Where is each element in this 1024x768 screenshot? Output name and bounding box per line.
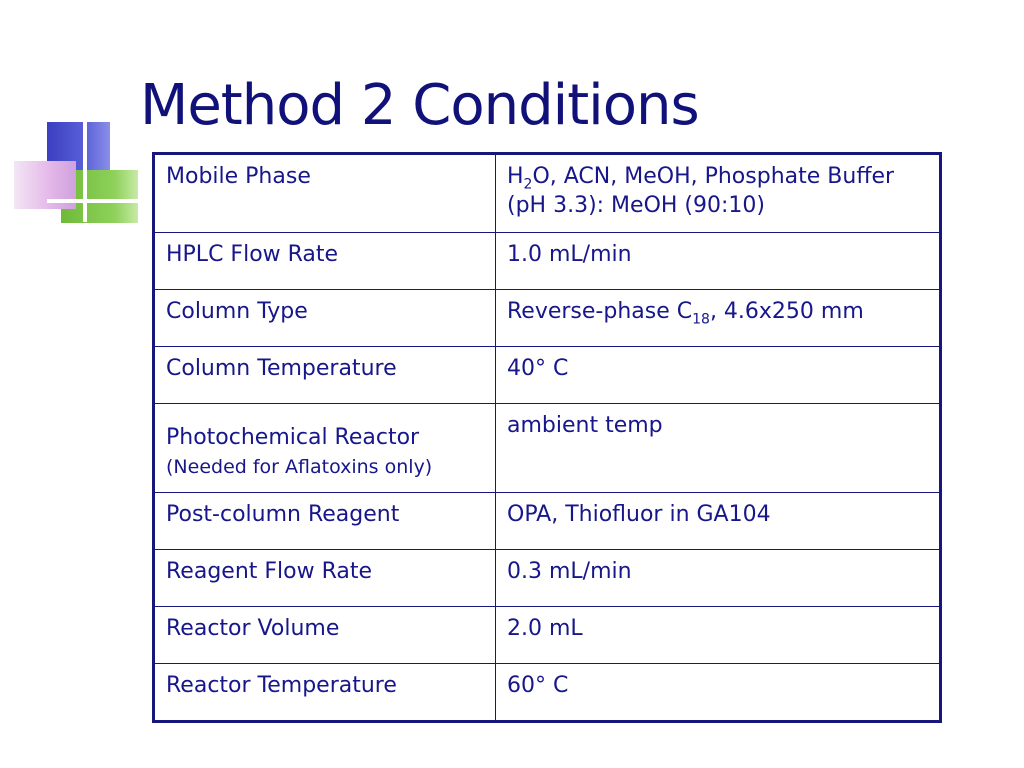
- condition-label: Reactor Temperature: [154, 664, 496, 722]
- condition-label: Column Type: [154, 290, 496, 347]
- white-horizontal-divider: [47, 199, 138, 203]
- condition-label-cell: [154, 404, 496, 493]
- condition-value: OPA, Thiofluor in GA104: [496, 493, 941, 550]
- condition-label: Column Temperature: [154, 347, 496, 404]
- condition-label: Mobile Phase: [154, 154, 496, 233]
- condition-note: (Needed for Aflatoxins only): [166, 455, 433, 478]
- condition-value: 40° C: [496, 347, 941, 404]
- value-text: O, ACN, MeOH, Phosphate Buffer (pH 3.3): MeOH (90:10): [507, 164, 895, 218]
- condition-label: Post-column Reagent: [154, 493, 496, 550]
- table-row: [154, 347, 941, 404]
- table-row: [154, 290, 941, 347]
- table-row: [154, 233, 941, 290]
- table-row: [154, 493, 941, 550]
- subscript: 18: [692, 311, 710, 328]
- value-text: Reverse-phase C: [507, 299, 693, 324]
- value-text: H: [507, 164, 524, 189]
- table-row: [154, 550, 941, 607]
- condition-label: Reactor Volume: [154, 607, 496, 664]
- conditions-table: [152, 152, 942, 723]
- condition-value: [496, 154, 941, 233]
- condition-label: Reagent Flow Rate: [154, 550, 496, 607]
- condition-label: Photochemical Reactor: [166, 425, 420, 450]
- condition-value: 2.0 mL: [496, 607, 941, 664]
- condition-value: [496, 290, 941, 347]
- condition-value: ambient temp: [496, 404, 941, 493]
- value-text: , 4.6x250 mm: [709, 299, 864, 324]
- page-title: Method 2 Conditions: [140, 73, 699, 138]
- table-row: [154, 154, 941, 233]
- condition-value: 1.0 mL/min: [496, 233, 941, 290]
- white-vertical-divider: [83, 122, 87, 222]
- condition-label: HPLC Flow Rate: [154, 233, 496, 290]
- subscript: 2: [523, 176, 533, 193]
- condition-value: 60° C: [496, 664, 941, 722]
- table-row: [154, 607, 941, 664]
- table-row: [154, 404, 941, 493]
- table-row: [154, 664, 941, 722]
- condition-value: 0.3 mL/min: [496, 550, 941, 607]
